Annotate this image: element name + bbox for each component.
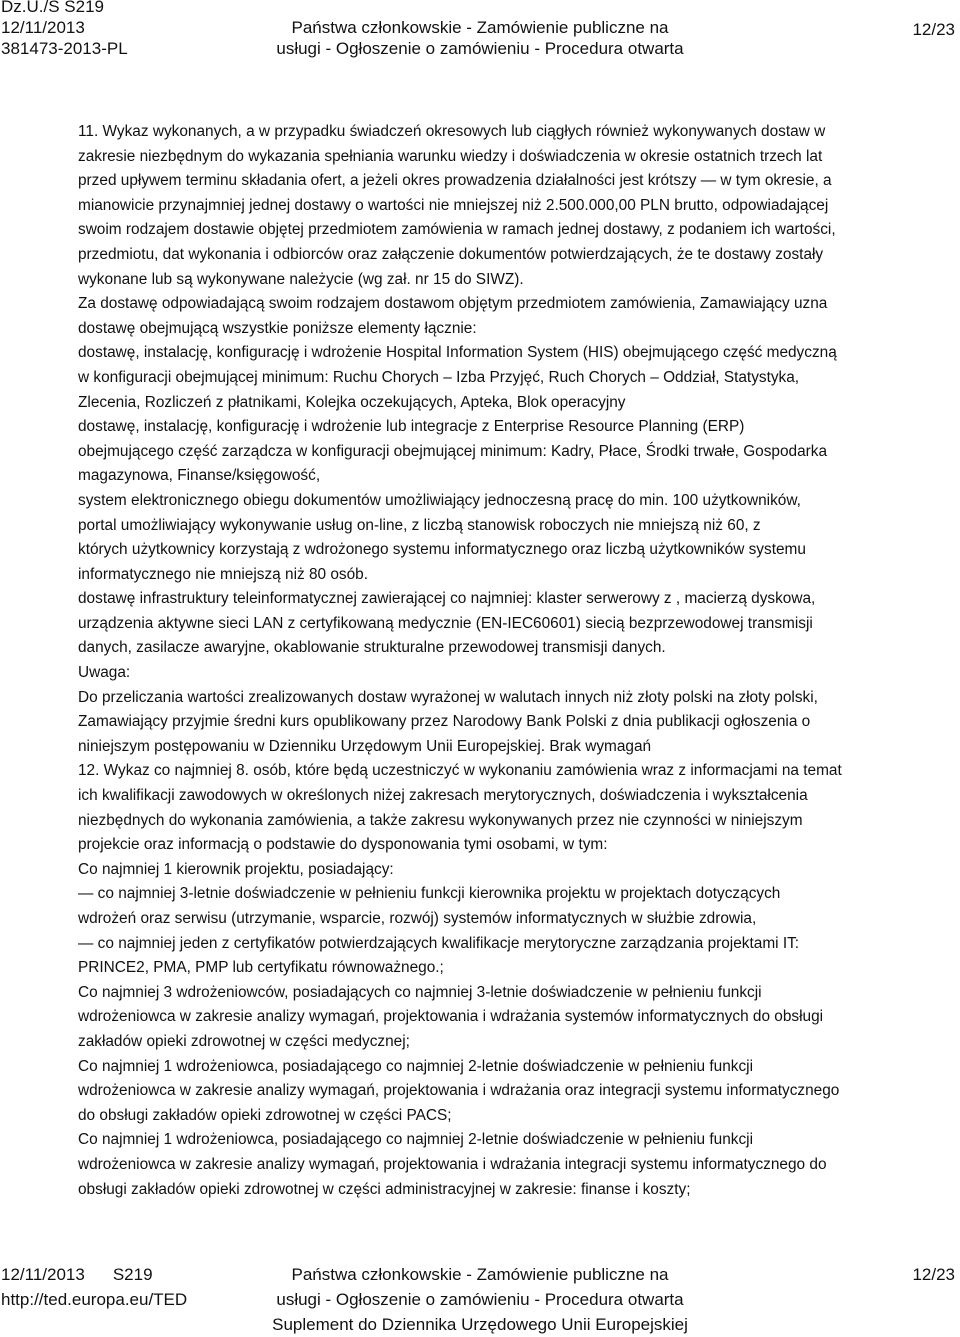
- body-text-line: przed upływem terminu składania ofert, a jeżeli okres prowadzenia działalności jest krótszy — w tym okresie, a: [78, 172, 832, 190]
- body-text-line: magazynowa, Finanse/księgowość,: [78, 467, 321, 485]
- body-text-line: ich kwalifikacji zawodowych w określonych niżej zakresach merytorycznych, doświadczenia i wykształcenia: [78, 787, 808, 805]
- body-text-line: obejmującego część zarządcza w konfiguracji obejmującej minimum: Kadry, Płace, Środki trwałe, Gospodarka: [78, 442, 828, 460]
- body-text-line: których użytkownicy korzystają z wdrożonego systemu informatycznego oraz liczbą użytkowników systemu: [78, 541, 806, 559]
- document-body: [78, 120, 958, 1202]
- body-text-line: wdrożeń oraz serwisu (utrzymanie, wsparcie, rozwój) systemów informatycznych w służbie zdrowia,: [78, 910, 757, 927]
- footer-title-line-2: usługi - Ogłoszenie o zamówieniu - Procedura otwarta: [276, 1290, 684, 1309]
- body-text-line: wdrożeniowca w zakresie analizy wymagań, projektowania i wdrażania oraz integracji systemu informatycznego: [78, 1082, 840, 1100]
- body-text-line: mianowicie przynajmniej jednej dostawy o wartości nie mniejszej niż 2.500.000,00 PLN brutto, odpowiadającej: [78, 196, 829, 214]
- footer-url[interactable]: http://ted.europa.eu/TED: [1, 1290, 188, 1309]
- body-text-line: 11. Wykaz wykonanych, a w przypadku świadczeń okresowych lub ciągłych również wykonywanych dostaw w: [78, 123, 826, 140]
- header-date: 12/11/2013: [1, 18, 85, 37]
- body-text-line: Co najmniej 1 wdrożeniowca, posiadającego co najmniej 2-letnie doświadczenie w pełnieniu funkcji: [78, 1057, 754, 1075]
- body-text-line: dostawę obejmującą wszystkie poniższe elementy łącznie:: [78, 319, 477, 337]
- body-text-line: — co najmniej jeden z certyfikatów potwierdzających kwalifikacje merytoryczne zarządzania projektami IT:: [78, 934, 800, 952]
- body-text-line: Co najmniej 1 wdrożeniowca, posiadającego co najmniej 2-letnie doświadczenie w pełnieniu funkcji: [78, 1131, 754, 1149]
- body-text-line: — co najmniej 3-letnie doświadczenie w pełnieniu funkcji kierownika projektu w projektach dotyczących: [78, 885, 781, 903]
- body-text-line: Co najmniej 1 kierownik projektu, posiadający:: [78, 860, 394, 878]
- page-footer: [0, 1262, 960, 1334]
- body-text-line: do obsługi zakładów opieki zdrowotnej w części PACS;: [78, 1106, 452, 1124]
- body-text-line: system elektronicznego obiegu dokumentów umożliwiający jednoczesną pracę do min. 100 użytkowników,: [78, 491, 801, 509]
- body-text-line: swoim rodzajem dostawie objętej przedmiotem zamówienia w ramach jednej dostawy, z podaniem ich wartości,: [78, 221, 836, 239]
- body-text-line: projekcie oraz informacją o podstawie do dysponowania tymi osobami, w tym:: [78, 836, 608, 854]
- footer-date: 12/11/2013: [1, 1265, 85, 1284]
- header-title: [0, 17, 960, 59]
- body-text-line: 12. Wykaz co najmniej 8. osób, które będą uczestniczyć w wykonaniu zamówienia wraz z informacjami na temat: [78, 762, 842, 780]
- body-text-line: obsługi zakładów opieki zdrowotnej w części administracyjnej w zakresie: finanse i koszty;: [78, 1180, 691, 1198]
- body-text-line: dostawę, instalację, konfigurację i wdrożenie Hospital Information System (HIS) obejmującego część medyczną: [78, 344, 837, 362]
- body-text-line: Do przeliczania wartości zrealizowanych dostaw wyrażonej w walutach innych niż złoty polski na złoty polski,: [78, 688, 818, 706]
- body-text-line: zakresie niezbędnym do wykazania spełniania warunku wiedzy i doświadczenia w okresie ostatnich trzech lat: [78, 147, 823, 165]
- body-text-line: wdrożeniowca w zakresie analizy wymagań, projektowania i wdrażania systemów informatycznych do obsługi: [78, 1008, 824, 1026]
- body-text-line: Za dostawę odpowiadającą swoim rodzajem dostawom objętym przedmiotem zamówienia, Zamawiający uzna: [78, 295, 828, 313]
- body-text-line: informatycznego nie mniejszą niż 80 osób.: [78, 565, 369, 583]
- body-text-line: zakładów opieki zdrowotnej w części medycznej;: [78, 1032, 410, 1050]
- body-text-line: niniejszym postępowaniu w Dzienniku Urzędowym Unii Europejskiej. Brak wymagań: [78, 737, 652, 755]
- body-text-line: wykonane lub są wykonywane należycie (wg zał. nr 15 do SIWZ).: [78, 270, 524, 288]
- header-title-line-1: Państwa członkowskie - Zamówienie publiczne na: [291, 18, 669, 37]
- footer-title-line-3: Suplement do Dziennika Urzędowego Unii Europejskiej: [272, 1315, 688, 1334]
- body-text-line: wdrożeniowca w zakresie analizy wymagań, projektowania i wdrażania integracji systemu informatycznego do: [78, 1155, 827, 1173]
- footer-title-line-1: Państwa członkowskie - Zamówienie publiczne na: [291, 1265, 669, 1284]
- footer-title: [0, 1262, 960, 1337]
- body-text-line: portal umożliwiający wykonywanie usług on-line, z liczbą stanowisk roboczych nie mniejszą niż 60, z: [78, 516, 761, 534]
- body-text-line: Uwaga:: [78, 664, 131, 682]
- header-journal-ref: Dz.U./S S219: [1, 0, 104, 16]
- body-text-line: przedmiotu, dat wykonania i odbiorców oraz załączenie dokumentów potwierdzających, że te dostawy zostały: [78, 245, 824, 263]
- body-text-line: w konfiguracji obejmującej minimum: Ruchu Chorych – Izba Przyjęć, Ruch Chorych – Oddział, Statystyka,: [78, 368, 800, 386]
- header-notice-id: 381473-2013-PL: [1, 39, 128, 58]
- body-text-line: PRINCE2, PMA, PMP lub certyfikatu równoważnego.;: [78, 959, 444, 977]
- body-text-line: Zamawiający przyjmie średni kurs opublikowany przez Narodowy Bank Polski z dnia publikacji ogłoszenia o: [78, 713, 811, 731]
- body-text-line: Co najmniej 3 wdrożeniowców, posiadających co najmniej 3-letnie doświadczenie w pełnieniu funkcji: [78, 983, 762, 1001]
- footer-page-number: 12/23: [912, 1265, 955, 1284]
- header-title-line-2: usługi - Ogłoszenie o zamówieniu - Procedura otwarta: [276, 39, 684, 58]
- body-text-line: danych, zasilacze awaryjne, okablowanie strukturalne przewodowej transmisji danych.: [78, 639, 666, 657]
- body-text-line: Zlecenia, Rozliczeń z płatnikami, Kolejka oczekujących, Apteka, Blok operacyjny: [78, 393, 626, 411]
- body-text-line: dostawę, instalację, konfigurację i wdrożenie lub integracje z Enterprise Resource Planning (ERP): [78, 418, 745, 436]
- header-page-number: 12/23: [912, 20, 955, 39]
- page-header: [0, 0, 960, 70]
- body-text-line: dostawę infrastruktury teleinformatycznej zawierającej co najmniej: klaster serwerowy z , macierzą dyskowa,: [78, 590, 816, 608]
- footer-series: S219: [112, 1265, 153, 1284]
- body-text-line: niezbędnych do wykonania zamówienia, a także zakresu wykonywanych przez nie czynności w niniejszym: [78, 811, 803, 829]
- body-text-line: urządzenia aktywne sieci LAN z certyfikowaną medycznie (EN-IEC60601) siecią bezprzewodowej transmisji: [78, 614, 813, 632]
